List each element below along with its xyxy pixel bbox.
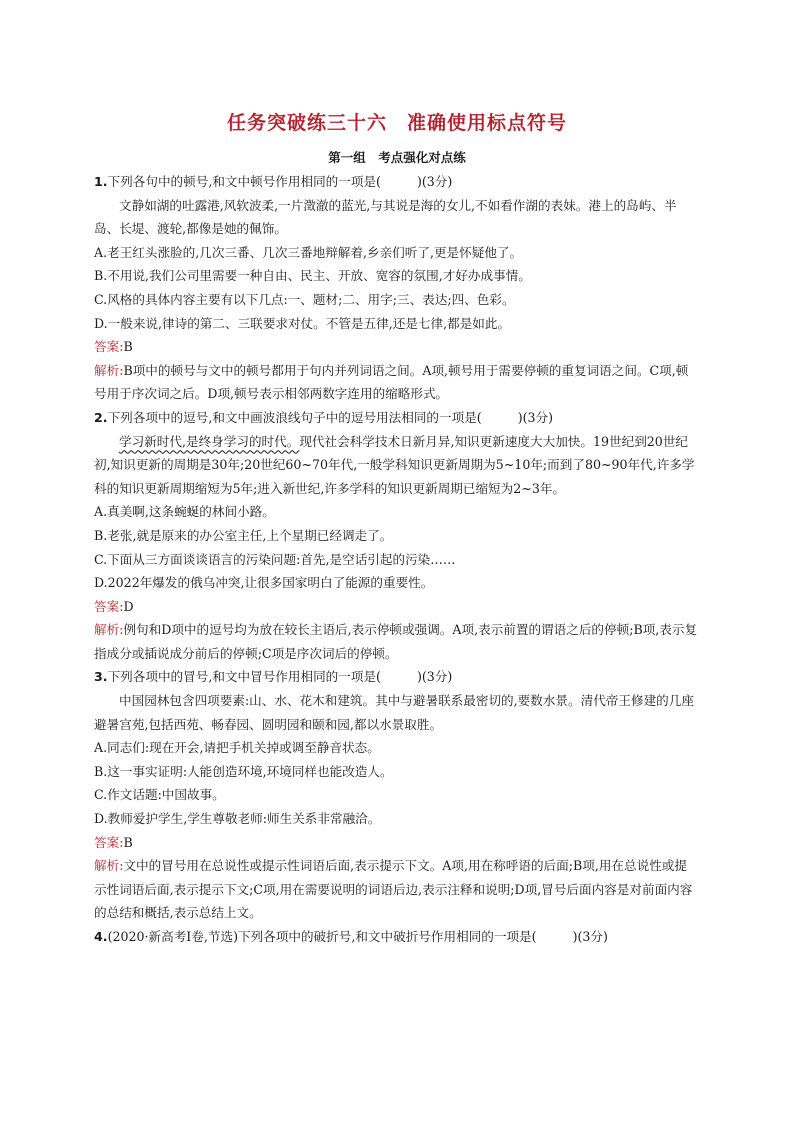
question-2-stem: 2.下列各项中的逗号,和文中画波浪线句子中的逗号用法相同的一项是( )(3分) [94,409,554,425]
question-2-option-d: D.2022年爆发的俄乌冲突,让很多国家明白了能源的重要性。 [94,575,434,591]
question-3-option-a: A.同志们:现在开会,请把手机关掉或调至静音状态。 [94,740,380,756]
question-2-option-b: B.老张,就是原来的办公室主任,上个星期已经调走了。 [94,527,393,543]
question-2-answer: 答案:D [94,598,134,614]
question-3-answer: 答案:B [94,834,133,850]
question-3-analysis: 解析:文中的冒号用在总说性或提示性词语后面,表示提示下文。A项,用在称呼语的后面;B项,用在总说性或提示性词语后面,表示提示下文;C项,用在需要说明的词语后边,表示注释和说明;D项,冒号后面内容是对前面内容的总结和概括,表示总结上文。 [94,858,693,921]
question-2-option-c: C.下面从三方面谈谈语言的污染问题:首先,是空话引起的污染…… [94,551,456,567]
section-subtitle: 第一组 考点强化对点练 [328,150,466,165]
question-content [94,170,698,949]
question-1-option-a: A.老王红头涨脸的,几次三番、几次三番地辩解着,乡亲们听了,更是怀疑他了。 [94,244,523,260]
question-1-stem: 1.下列各句中的顿号,和文中顿号作用相同的一项是( )(3分) [94,174,453,189]
question-2-analysis: 解析:例句和D项中的逗号均为放在较长主语后,表示停顿或强调。A项,表示前置的谓语之后的停顿;B项,表示复指成分或插说成分前后的停顿;C项是序次词后的停顿。 [94,622,698,661]
question-1-option-c: C.风格的具体内容主要有以下几点:一、题材;二、用字;三、表达;四、色彩。 [94,291,515,307]
question-1-answer: 答案:B [94,339,133,355]
question-3-passage: 中国园林包含四项要素:山、水、花木和建筑。其中与避暑联系最密切的,要数水景。清代帝王修建的几座避暑宫苑,包括西苑、畅春园、圆明园和颐和园,都以水景取胜。 [94,693,694,732]
question-3-stem: 3.下列各项中的冒号,和文中冒号作用相同的一项是( )(3分) [94,669,453,685]
question-2-passage: 学习新时代,是终身学习的时代。现代社会科学技术日新月异,知识更新速度大大加快。19世纪到20世纪初,知识更新的周期是30年;20世纪60~70年代,一般学科知识更新周期为5~10年;而到了80~90年代,许多学科的知识更新周期缩短为5年;进入新世纪,许多学科的知识更新周期已缩短为2~3年。 [94,433,695,496]
question-1-option-b: B.不用说,我们公司里需要一种自由、民主、开放、宽容的氛围,才好办成事情。 [94,268,531,284]
question-3-option-d: D.教师爱护学生,学生尊敬老师:师生关系非常融洽。 [94,811,381,827]
question-3-option-c: C.作文话题:中国故事。 [94,787,225,803]
question-1-analysis: 解析:B项中的顿号与文中的顿号都用于句内并列词语之间。A项,顿号用于需要停顿的重复词语之间。C项,顿号用于序次词之后。D项,顿号表示相邻两数字连用的缩略形式。 [94,362,689,402]
page-title: 任务突破练三十六 准确使用标点符号 [226,112,567,134]
question-3-option-b: B.这一事实证明:人能创造环境,环境同样也能改造人。 [94,763,393,779]
question-4-stem: 4.(2020·新高考Ⅰ卷,节选)下列各项中的破折号,和文中破折号作用相同的一项是( )(3分) [94,929,608,944]
question-1-passage: 文静如湖的吐露港,风软波柔,一片澂澈的蓝光,与其说是海的女儿,不如看作湖的表妹。港上的岛屿、半岛、长堤、渡轮,都像是她的佩饰。 [94,197,677,237]
question-2-option-a: A.真美啊,这条蜿蜒的林间小路。 [94,504,275,520]
question-1-option-d: D.一般来说,律诗的第二、三联要求对仗。不管是五律,还是七律,都是如此。 [94,315,511,331]
wavy-underlined-sentence: 学习新时代,是终身学习的时代。 [119,433,300,449]
